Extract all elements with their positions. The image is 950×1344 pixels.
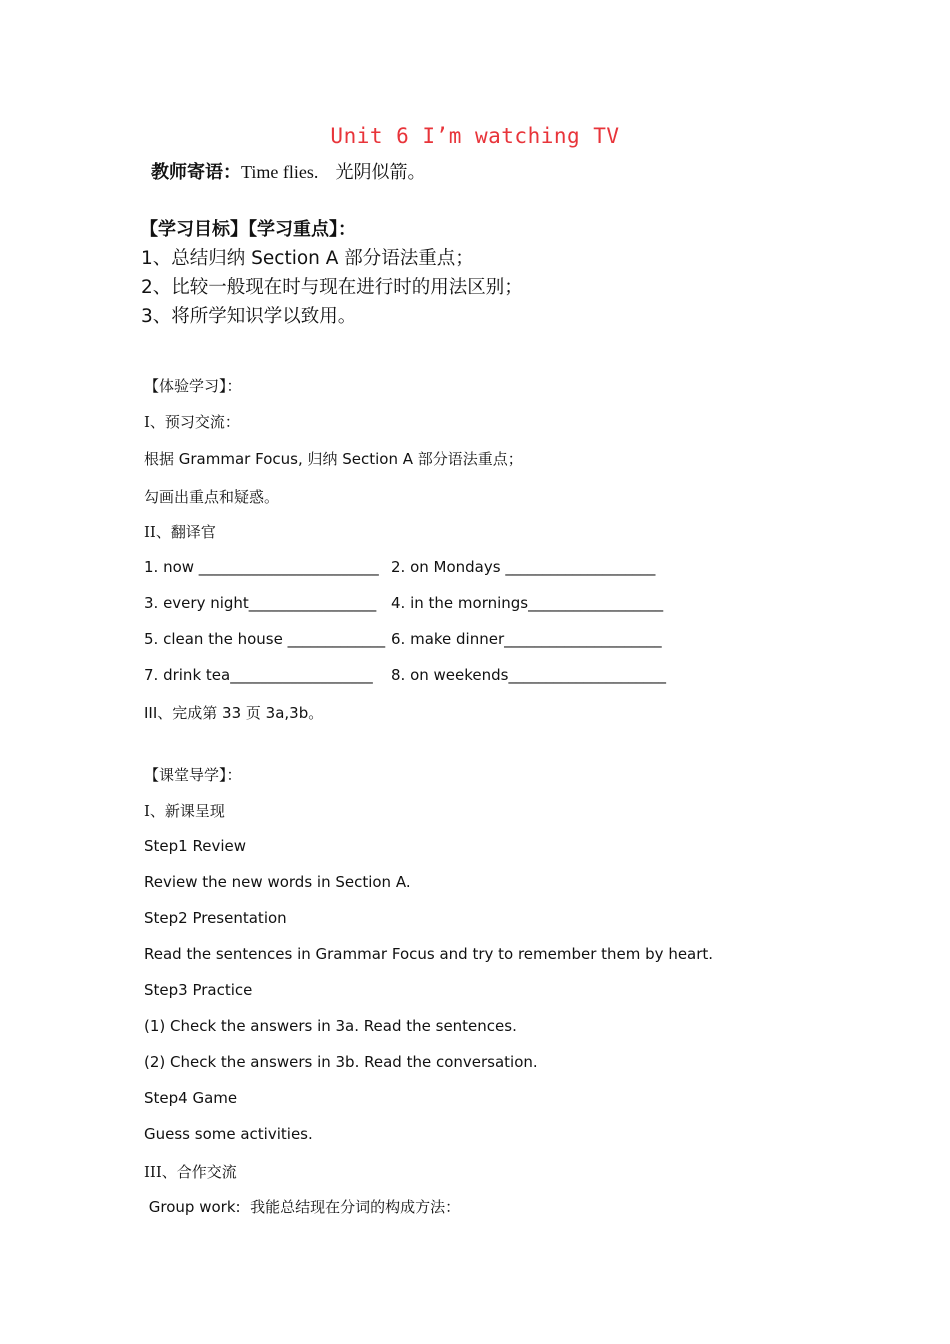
translation-row: [144, 630, 662, 648]
translator-title: II、翻译官: [144, 523, 216, 541]
translation-item: 3. every night_________________: [144, 594, 377, 612]
classroom-heading: 【课堂导学】：: [144, 766, 242, 784]
preview-line: 根据 Grammar Focus, 归纳 Section A 部分语法重点；: [144, 450, 523, 468]
step-line: (2) Check the answers in 3b. Read the conversation.: [144, 1053, 538, 1071]
experience-heading: 【体验学习】：: [144, 377, 242, 395]
goals-heading: 【学习目标】【学习重点】：: [140, 219, 356, 240]
translation-item: 6. make dinner_____________________: [391, 630, 662, 648]
preview-title: I、预习交流：: [144, 413, 240, 431]
motto-label: 教师寄语：: [151, 162, 241, 183]
page-exercise-line: III、完成第 33 页 3a,3b。: [144, 704, 324, 722]
step-line: (1) Check the answers in 3a. Read the sentences.: [144, 1017, 517, 1035]
step-line: Read the sentences in Grammar Focus and try to remember them by heart.: [144, 945, 714, 963]
translation-item: 5. clean the house _____________: [144, 630, 386, 648]
translation-item: 7. drink tea___________________: [144, 666, 373, 684]
motto-chinese: 光阴似箭。: [335, 162, 426, 183]
translation-item: 1. now ________________________: [144, 558, 379, 576]
new-lesson-title: I、新课呈现: [144, 802, 225, 820]
page-title: Unit 6 I’m watching TV: [330, 124, 620, 148]
step-line: Step4 Game: [144, 1089, 238, 1107]
step-line: Step3 Practice: [144, 981, 253, 999]
translation-row: [144, 666, 666, 684]
goal-item: 1、总结归纳 Section A 部分语法重点；: [141, 248, 474, 269]
translation-row: [144, 558, 655, 576]
step-line: Step2 Presentation: [144, 909, 287, 927]
translation-item: 2. on Mondays ____________________: [391, 558, 656, 576]
preview-line: 勾画出重点和疑惑。: [144, 488, 280, 506]
translation-row: [144, 594, 663, 612]
goal-item: 2、比较一般现在时与现在进行时的用法区别；: [141, 277, 523, 298]
translation-item: 4. in the mornings__________________: [391, 594, 664, 612]
group-work-line: Group work: 我能总结现在分词的构成方法：: [144, 1198, 461, 1216]
translation-item: 8. on weekends_____________________: [391, 666, 666, 684]
teacher-motto: [151, 158, 426, 184]
step-line: Guess some activities.: [144, 1125, 313, 1143]
step-line: Step1 Review: [144, 837, 246, 855]
motto-english: Time flies.: [241, 162, 319, 182]
goal-item: 3、将所学知识学以致用。: [141, 306, 357, 327]
step-line: Review the new words in Section A.: [144, 873, 411, 891]
cooperation-title: III、合作交流: [144, 1163, 237, 1181]
